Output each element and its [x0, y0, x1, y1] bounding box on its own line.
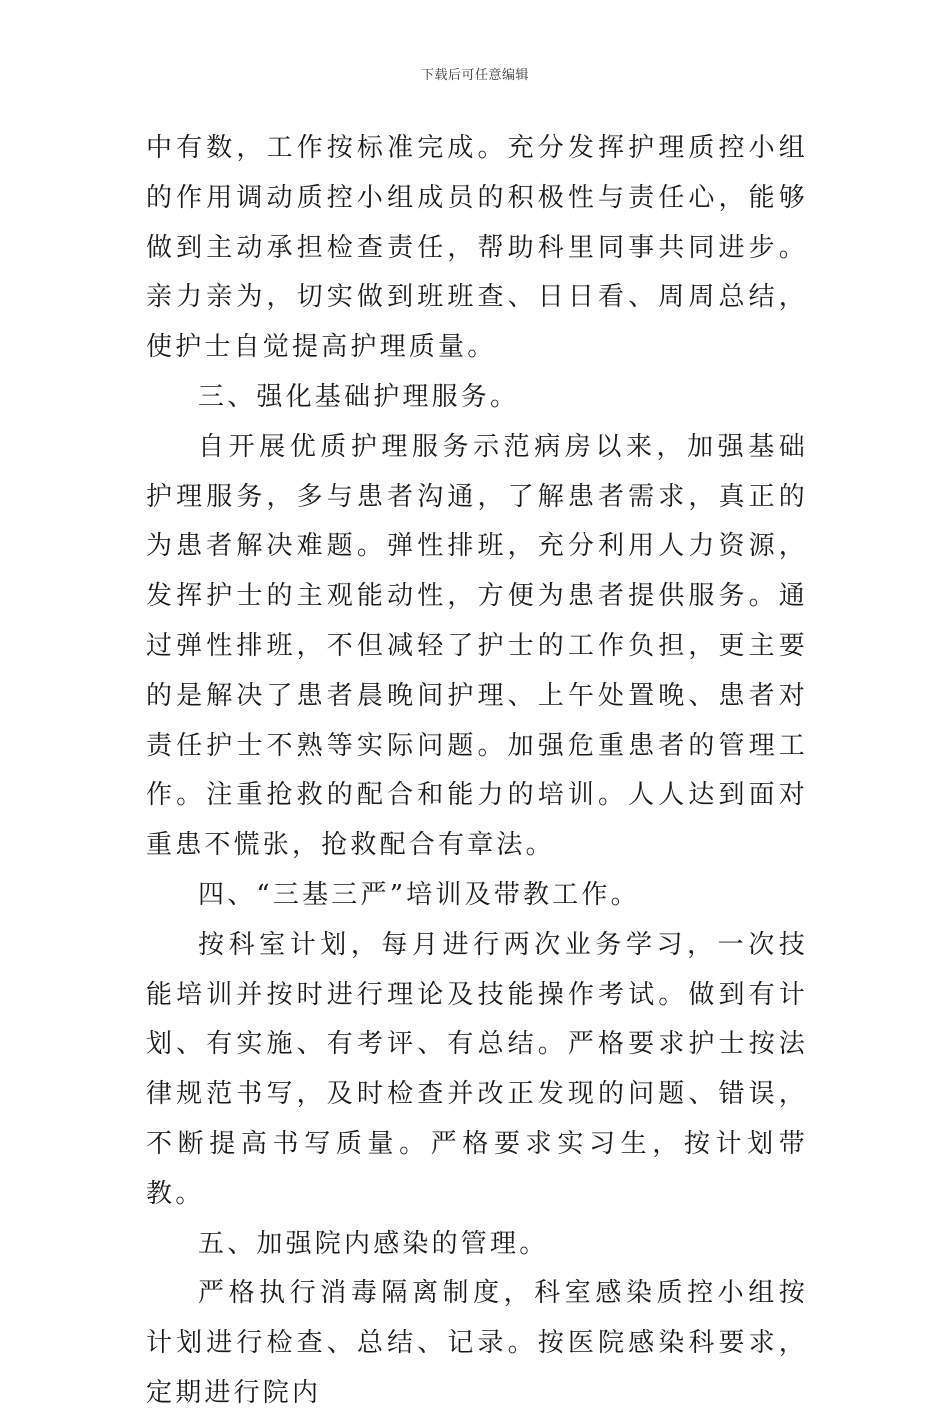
section-heading-5: 五、加强院内感染的管理。	[198, 1228, 549, 1259]
section-heading-4: 四、“三基三严”培训及带教工作。	[198, 879, 640, 910]
section-heading-3: 三、强化基础护理服务。	[198, 381, 520, 412]
paragraph-infection-control: 严格执行消毒隔离制度，科室感染质控小组按计划进行检查、总结、记录。按医院感染科要求，定期进行院内	[146, 1278, 808, 1408]
paragraph-continuation: 中有数，工作按标准完成。充分发挥护理质控小组的作用调动质控小组成员的积极性与责任心，能够做到主动承担检查责任，帮助科里同事共同进步。亲力亲为，切实做到班班查、日日看、周周总结，使护士自觉提高护理质量。	[146, 133, 808, 363]
paragraph-training: 按科室计划，每月进行两次业务学习，一次技能培训并按时进行理论及技能操作考试。做到有计划、有实施、有考评、有总结。严格要求护士按法律规范书写，及时检查并改正发现的问题、错误，不断提高书写质量。严格要求实习生，按计划带教。	[146, 929, 808, 1209]
document-body	[146, 124, 808, 1419]
paragraph-basic-nursing: 自开展优质护理服务示范病房以来，加强基础护理服务，多与患者沟通，了解患者需求，真正的为患者解决难题。弹性排班，充分利用人力资源，发挥护士的主观能动性，方便为患者提供服务。通过弹性排班，不但减轻了护士的工作负担，更主要的是解决了患者晨晚间护理、上午处置晚、患者对责任护士不熟等实际问题。加强危重患者的管理工作。注重抢救的配合和能力的培训。人人达到面对重患不慌张，抢救配合有章法。	[146, 431, 808, 861]
page-header-note: 下载后可任意编辑	[420, 68, 529, 83]
